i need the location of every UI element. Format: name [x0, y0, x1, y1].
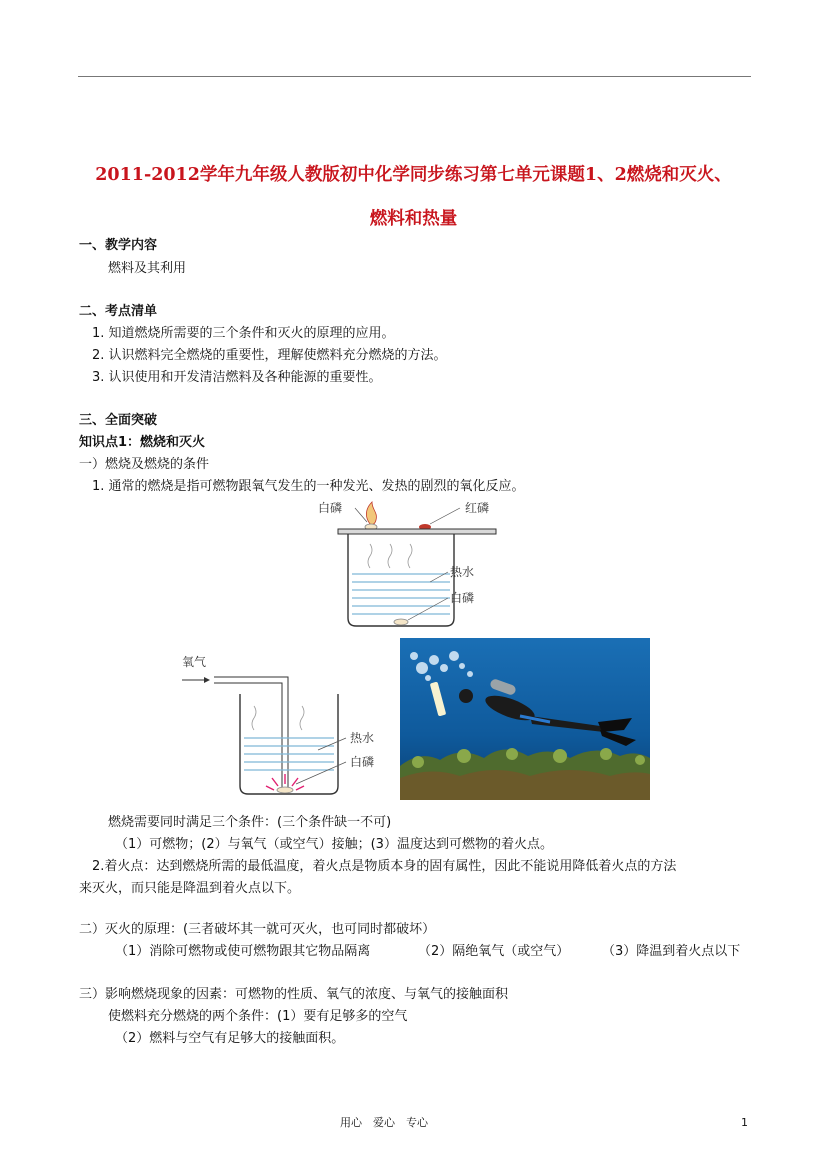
- beaker: [240, 694, 338, 794]
- label-hot-water: 热水: [350, 731, 375, 745]
- flame-icon: [366, 502, 376, 524]
- three-conditions-intro: 燃烧需要同时满足三个条件：(三个条件缺一不可): [108, 815, 392, 830]
- document-title-line1: 2011-2012学年九年级人教版初中化学同步练习第七单元课题1、2燃烧和灭火、: [95, 165, 732, 185]
- white-phosphorus-bottom: [394, 619, 408, 625]
- header-rule: [78, 76, 751, 77]
- subsection-fire-extinguishing: 二）灭火的原理：(三者破坏其一就可灭火，也可同时都破坏）: [79, 922, 436, 937]
- scuba-diver-photo: [400, 638, 650, 800]
- label-hot-water: 热水: [450, 565, 475, 579]
- label-oxygen: 氧气: [182, 655, 207, 669]
- knowledge-point-1: 知识点1：燃烧和灭火: [79, 435, 206, 450]
- extinguish-method-2: （2）隔绝氧气（或空气）: [418, 944, 570, 959]
- subsection-combustion-conditions: 一）燃烧及燃烧的条件: [79, 457, 210, 472]
- subsection-influencing-factors: 三）影响燃烧现象的因素：可燃物的性质、氧气的浓度、与氧气的接触面积: [79, 987, 509, 1002]
- label-white-phosphorus-bottom: 白磷: [450, 591, 475, 605]
- list-item: 1. 知道燃烧所需要的三个条件和灭火的原理的应用。: [92, 326, 395, 341]
- document-title-line2: 燃料和热量: [369, 209, 458, 229]
- full-combustion-condition-1: 使燃料充分燃烧的两个条件：(1）要有足够多的空气: [108, 1009, 408, 1024]
- full-combustion-condition-2: （2）燃料与空气有足够大的接触面积。: [115, 1031, 345, 1046]
- hot-water: [352, 574, 450, 614]
- section1-heading: 一、教学内容: [79, 238, 158, 253]
- label-white-phosphorus-top: 白磷: [318, 501, 343, 515]
- ignition-point-line2: 来灭火，而只能是降温到着火点以下。: [79, 881, 301, 896]
- page-footer: 用心 爱心 专心: [340, 1116, 428, 1129]
- list-item: 3. 认识使用和开发清洁燃料及各种能源的重要性。: [92, 370, 382, 385]
- label-white-phosphorus: 白磷: [350, 755, 375, 769]
- beaker: [348, 534, 454, 626]
- gas-tube: [214, 677, 288, 788]
- list-item: 2. 认识燃料完全燃烧的重要性，理解使燃料充分燃烧的方法。: [92, 348, 447, 363]
- page-number: 1: [741, 1116, 748, 1129]
- beaker-copper-plate-figure: [300, 494, 532, 634]
- copper-plate: [338, 529, 496, 534]
- ignition-point-line1: 2.着火点：达到燃烧所需的最低温度，着火点是物质本身的固有属性，因此不能说用降低着火点的方法: [92, 859, 677, 874]
- section1-body: 燃料及其利用: [108, 261, 187, 276]
- extinguish-method-1: （1）消除可燃物或使可燃物跟其它物品隔离: [115, 944, 371, 959]
- white-phosphorus: [277, 787, 293, 793]
- three-conditions-list: （1）可燃物；(2）与氧气（或空气）接触；(3）温度达到可燃物的着火点。: [115, 837, 553, 852]
- section2-heading: 二、考点清单: [79, 304, 158, 319]
- oxygen-beaker-figure: [178, 650, 388, 800]
- section3-heading: 三、全面突破: [79, 413, 158, 428]
- combustion-definition: 1. 通常的燃烧是指可燃物跟氧气发生的一种发光、发热的剧烈的氧化反应。: [92, 479, 525, 494]
- label-red-phosphorus: 红磷: [465, 501, 490, 515]
- extinguish-method-3: （3）降温到着火点以下: [602, 944, 741, 959]
- hot-water: [244, 738, 334, 770]
